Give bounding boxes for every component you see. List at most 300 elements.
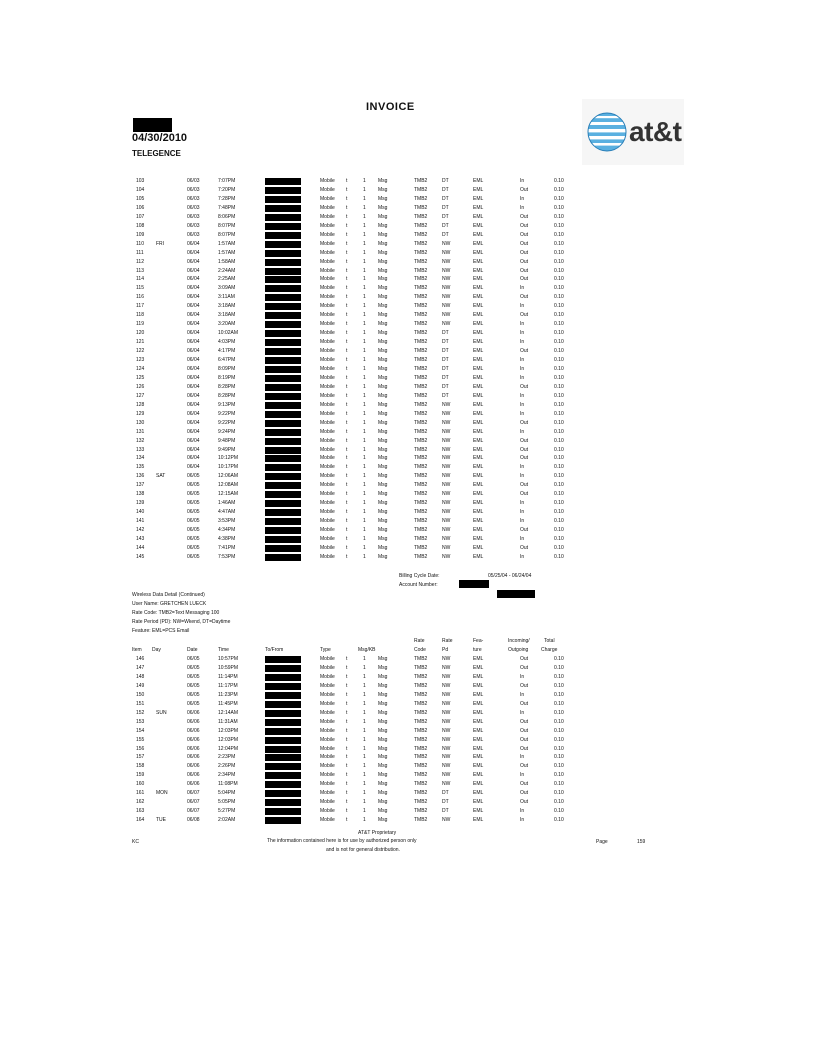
table-row bbox=[0, 356, 816, 365]
type-suffix-cell: t bbox=[346, 727, 348, 734]
feature-cell: EML bbox=[473, 213, 484, 220]
redacted-number bbox=[265, 366, 301, 373]
type-suffix-cell: t bbox=[346, 790, 348, 797]
rate-code-cell: TMB2 bbox=[414, 772, 428, 779]
msg-count-cell: 1 bbox=[363, 285, 366, 292]
rate-code-cell: TMB2 bbox=[414, 222, 428, 229]
item-number: 163 bbox=[136, 808, 145, 815]
type-suffix-cell: t bbox=[346, 312, 348, 319]
table-row bbox=[0, 454, 816, 463]
feature-cell: EML bbox=[473, 455, 484, 462]
rate-code-cell: TMB2 bbox=[414, 374, 428, 381]
rate-code-cell: TMB2 bbox=[414, 482, 428, 489]
item-number: 156 bbox=[136, 745, 145, 752]
msg-unit-cell: Msg bbox=[378, 709, 388, 716]
feature-cell: EML bbox=[473, 392, 484, 399]
rate-period-cell: NW bbox=[442, 249, 451, 256]
type-cell: Mobile bbox=[320, 500, 335, 507]
feature-cell: EML bbox=[473, 500, 484, 507]
rate-period-cell: NW bbox=[442, 303, 451, 310]
type-suffix-cell: t bbox=[346, 195, 348, 202]
page-number: 159 bbox=[637, 839, 646, 845]
redacted-number bbox=[265, 692, 301, 699]
time-cell: 4:38PM bbox=[218, 536, 236, 542]
date-cell: 06/03 bbox=[187, 231, 200, 238]
rate-code-cell: TMB2 bbox=[414, 745, 428, 752]
time-cell: 5:05PM bbox=[218, 799, 236, 806]
rate-code-cell: TMB2 bbox=[414, 491, 428, 498]
charge-cell: 0.10 bbox=[554, 348, 564, 355]
table-row bbox=[0, 816, 816, 825]
msg-count-cell: 1 bbox=[363, 339, 366, 346]
type-cell: Mobile bbox=[320, 518, 335, 525]
msg-unit-cell: Msg bbox=[378, 700, 388, 707]
direction-cell: In bbox=[520, 709, 525, 716]
rate-code: Rate Code: TMB2=Text Messaging 100 bbox=[132, 610, 220, 616]
date-cell: 06/03 bbox=[187, 204, 200, 211]
msg-unit-cell: Msg bbox=[378, 736, 388, 743]
redacted-number bbox=[265, 259, 301, 266]
rate-code-cell: TMB2 bbox=[414, 178, 428, 184]
rate-period-cell: NW bbox=[442, 527, 451, 534]
msg-count-cell: 1 bbox=[363, 303, 366, 310]
time-cell: 12:06AM bbox=[218, 473, 239, 480]
date-cell: 06/08 bbox=[187, 817, 200, 824]
type-cell: Mobile bbox=[320, 294, 335, 301]
direction-cell: Out bbox=[520, 482, 529, 489]
msg-unit-cell: Msg bbox=[378, 276, 388, 283]
msg-count-cell: 1 bbox=[363, 518, 366, 525]
charge-cell: 0.10 bbox=[554, 709, 564, 716]
time-cell: 2:23PM bbox=[218, 754, 236, 761]
feature-cell: EML bbox=[473, 682, 484, 689]
rate-code-cell: TMB2 bbox=[414, 656, 428, 662]
msg-unit-cell: Msg bbox=[378, 383, 388, 390]
rate-period-cell: NW bbox=[442, 267, 451, 274]
item-number: 161 bbox=[136, 790, 145, 797]
msg-count-cell: 1 bbox=[363, 186, 366, 193]
hdr-charge: Charge bbox=[541, 647, 558, 653]
feature-cell: EML bbox=[473, 222, 484, 229]
charge-cell: 0.10 bbox=[554, 204, 564, 211]
table-row bbox=[0, 753, 816, 762]
msg-count-cell: 1 bbox=[363, 772, 366, 779]
item-number: 147 bbox=[136, 664, 145, 671]
msg-count-cell: 1 bbox=[363, 249, 366, 256]
charge-cell: 0.10 bbox=[554, 446, 564, 453]
redacted-number bbox=[265, 674, 301, 681]
date-cell: 06/04 bbox=[187, 383, 200, 390]
item-number: 107 bbox=[136, 213, 145, 220]
rate-period-cell: NW bbox=[442, 446, 451, 453]
msg-unit-cell: Msg bbox=[378, 509, 388, 516]
direction-cell: In bbox=[520, 464, 525, 471]
msg-count-cell: 1 bbox=[363, 553, 366, 560]
rate-code-cell: TMB2 bbox=[414, 204, 428, 211]
redacted-number bbox=[265, 728, 301, 735]
rate-code-cell: TMB2 bbox=[414, 664, 428, 671]
table-row bbox=[0, 508, 816, 517]
type-cell: Mobile bbox=[320, 664, 335, 671]
msg-count-cell: 1 bbox=[363, 509, 366, 516]
type-suffix-cell: t bbox=[346, 518, 348, 525]
date-cell: 06/06 bbox=[187, 754, 200, 761]
direction-cell: In bbox=[520, 374, 525, 381]
msg-unit-cell: Msg bbox=[378, 790, 388, 797]
item-number: 133 bbox=[136, 446, 145, 453]
redacted-number bbox=[265, 393, 301, 400]
charge-cell: 0.10 bbox=[554, 365, 564, 372]
msg-unit-cell: Msg bbox=[378, 817, 388, 824]
direction-cell: In bbox=[520, 772, 525, 779]
redacted-number bbox=[265, 187, 301, 194]
direction-cell: In bbox=[520, 808, 525, 815]
type-cell: Mobile bbox=[320, 473, 335, 480]
msg-count-cell: 1 bbox=[363, 213, 366, 220]
rate-period-cell: NW bbox=[442, 276, 451, 283]
time-cell: 2:25AM bbox=[218, 276, 236, 283]
date-cell: 06/04 bbox=[187, 330, 200, 337]
time-cell: 4:47AM bbox=[218, 509, 236, 516]
type-cell: Mobile bbox=[320, 491, 335, 498]
date-cell: 06/05 bbox=[187, 691, 200, 698]
table-row bbox=[0, 267, 816, 276]
type-suffix-cell: t bbox=[346, 321, 348, 328]
feature-cell: EML bbox=[473, 410, 484, 417]
item-number: 149 bbox=[136, 682, 145, 689]
type-suffix-cell: t bbox=[346, 709, 348, 716]
rate-period-cell: DT bbox=[442, 330, 449, 337]
rate-code-cell: TMB2 bbox=[414, 321, 428, 328]
type-suffix-cell: t bbox=[346, 330, 348, 337]
table-row bbox=[0, 428, 816, 437]
msg-count-cell: 1 bbox=[363, 231, 366, 238]
item-number: 138 bbox=[136, 491, 145, 498]
time-cell: 12:03PM bbox=[218, 727, 239, 734]
direction-cell: In bbox=[520, 536, 525, 542]
time-cell: 9:22PM bbox=[218, 410, 236, 417]
hdr-msgkb: Msg/KB bbox=[358, 647, 376, 653]
feature-cell: EML bbox=[473, 817, 484, 824]
direction-cell: In bbox=[520, 303, 525, 310]
msg-count-cell: 1 bbox=[363, 446, 366, 453]
feature-cell: EML bbox=[473, 482, 484, 489]
redacted-number bbox=[265, 527, 301, 534]
date-cell: 06/06 bbox=[187, 745, 200, 752]
rate-code-cell: TMB2 bbox=[414, 258, 428, 265]
msg-count-cell: 1 bbox=[363, 544, 366, 551]
type-suffix-cell: t bbox=[346, 536, 348, 542]
date-cell: 06/03 bbox=[187, 195, 200, 202]
redacted-number bbox=[265, 554, 301, 561]
feature-cell: EML bbox=[473, 348, 484, 355]
type-cell: Mobile bbox=[320, 357, 335, 363]
msg-count-cell: 1 bbox=[363, 673, 366, 680]
date-cell: 06/04 bbox=[187, 348, 200, 355]
date-cell: 06/04 bbox=[187, 401, 200, 408]
type-cell: Mobile bbox=[320, 536, 335, 542]
feature-cell: EML bbox=[473, 419, 484, 426]
rate-code-cell: TMB2 bbox=[414, 330, 428, 337]
account-redacted-2 bbox=[497, 590, 535, 598]
feature-cell: EML bbox=[473, 240, 484, 247]
type-suffix-cell: t bbox=[346, 437, 348, 444]
redacted-number bbox=[265, 348, 301, 355]
feature-cell: EML bbox=[473, 790, 484, 797]
rate-period-cell: NW bbox=[442, 709, 451, 716]
time-cell: 7:48PM bbox=[218, 204, 236, 211]
charge-cell: 0.10 bbox=[554, 419, 564, 426]
rate-code-cell: TMB2 bbox=[414, 718, 428, 725]
msg-unit-cell: Msg bbox=[378, 348, 388, 355]
redacted-number bbox=[265, 339, 301, 346]
direction-cell: Out bbox=[520, 682, 529, 689]
type-suffix-cell: t bbox=[346, 527, 348, 534]
date-cell: 06/05 bbox=[187, 473, 200, 480]
type-suffix-cell: t bbox=[346, 339, 348, 346]
day-cell: TUE bbox=[156, 817, 166, 824]
type-suffix-cell: t bbox=[346, 392, 348, 399]
redacted-number bbox=[265, 178, 301, 185]
redacted-number bbox=[265, 710, 301, 717]
rate-period-cell: DT bbox=[442, 392, 449, 399]
type-suffix-cell: t bbox=[346, 799, 348, 806]
rate-code-cell: TMB2 bbox=[414, 276, 428, 283]
type-suffix-cell: t bbox=[346, 718, 348, 725]
type-suffix-cell: t bbox=[346, 231, 348, 238]
type-suffix-cell: t bbox=[346, 357, 348, 363]
redacted-number bbox=[265, 312, 301, 319]
direction-cell: Out bbox=[520, 664, 529, 671]
rate-code-cell: TMB2 bbox=[414, 736, 428, 743]
item-number: 118 bbox=[136, 312, 144, 319]
table-row bbox=[0, 231, 816, 240]
msg-count-cell: 1 bbox=[363, 700, 366, 707]
type-cell: Mobile bbox=[320, 285, 335, 292]
hdr-tofrom: To/From bbox=[265, 647, 284, 653]
table-row bbox=[0, 401, 816, 410]
msg-count-cell: 1 bbox=[363, 312, 366, 319]
date-cell: 06/04 bbox=[187, 419, 200, 426]
item-number: 127 bbox=[136, 392, 145, 399]
rate-code-cell: TMB2 bbox=[414, 357, 428, 363]
time-cell: 2:24AM bbox=[218, 267, 236, 274]
table-row bbox=[0, 293, 816, 302]
date-cell: 06/05 bbox=[187, 544, 200, 551]
redacted-number bbox=[265, 772, 301, 779]
msg-count-cell: 1 bbox=[363, 222, 366, 229]
date-cell: 06/05 bbox=[187, 553, 200, 560]
item-number: 135 bbox=[136, 464, 145, 471]
msg-count-cell: 1 bbox=[363, 664, 366, 671]
direction-cell: Out bbox=[520, 437, 529, 444]
time-cell: 8:19PM bbox=[218, 374, 236, 381]
redacted-number bbox=[265, 683, 301, 690]
redacted-number bbox=[265, 746, 301, 753]
feature-cell: EML bbox=[473, 727, 484, 734]
type-suffix-cell: t bbox=[346, 401, 348, 408]
rate-code-cell: TMB2 bbox=[414, 195, 428, 202]
invoice-title: INVOICE bbox=[366, 101, 415, 113]
type-suffix-cell: t bbox=[346, 213, 348, 220]
hdr-day: Day bbox=[152, 647, 161, 653]
rate-code-cell: TMB2 bbox=[414, 727, 428, 734]
direction-cell: Out bbox=[520, 258, 529, 265]
date-cell: 06/04 bbox=[187, 455, 200, 462]
rate-period-cell: NW bbox=[442, 817, 451, 824]
type-cell: Mobile bbox=[320, 258, 335, 265]
direction-cell: Out bbox=[520, 312, 529, 319]
msg-unit-cell: Msg bbox=[378, 754, 388, 761]
msg-count-cell: 1 bbox=[363, 799, 366, 806]
charge-cell: 0.10 bbox=[554, 700, 564, 707]
msg-unit-cell: Msg bbox=[378, 482, 388, 489]
msg-count-cell: 1 bbox=[363, 727, 366, 734]
type-cell: Mobile bbox=[320, 553, 335, 560]
type-suffix-cell: t bbox=[346, 419, 348, 426]
type-cell: Mobile bbox=[320, 383, 335, 390]
item-number: 109 bbox=[136, 231, 145, 238]
type-cell: Mobile bbox=[320, 799, 335, 806]
table-row bbox=[0, 338, 816, 347]
time-cell: 7:07PM bbox=[218, 178, 236, 184]
feature-cell: EML bbox=[473, 446, 484, 453]
rate-code-cell: TMB2 bbox=[414, 285, 428, 292]
type-suffix-cell: t bbox=[346, 258, 348, 265]
type-cell: Mobile bbox=[320, 231, 335, 238]
direction-cell: Out bbox=[520, 745, 529, 752]
rate-code-cell: TMB2 bbox=[414, 339, 428, 346]
date-cell: 06/04 bbox=[187, 365, 200, 372]
item-number: 124 bbox=[136, 365, 145, 372]
direction-cell: Out bbox=[520, 544, 529, 551]
direction-cell: Out bbox=[520, 799, 529, 806]
time-cell: 1:46AM bbox=[218, 500, 236, 507]
rate-period-cell: NW bbox=[442, 491, 451, 498]
type-cell: Mobile bbox=[320, 446, 335, 453]
charge-cell: 0.10 bbox=[554, 799, 564, 806]
rate-code-cell: TMB2 bbox=[414, 455, 428, 462]
table-row bbox=[0, 544, 816, 553]
date-cell: 06/05 bbox=[187, 482, 200, 489]
date-cell: 06/05 bbox=[187, 700, 200, 707]
redacted-number bbox=[265, 294, 301, 301]
item-number: 112 bbox=[136, 258, 144, 265]
rate-period-cell: NW bbox=[442, 401, 451, 408]
type-suffix-cell: t bbox=[346, 455, 348, 462]
date-cell: 06/03 bbox=[187, 178, 200, 184]
msg-count-cell: 1 bbox=[363, 718, 366, 725]
msg-count-cell: 1 bbox=[363, 781, 366, 788]
type-suffix-cell: t bbox=[346, 186, 348, 193]
rate-period-cell: DT bbox=[442, 178, 449, 184]
msg-count-cell: 1 bbox=[363, 392, 366, 399]
type-suffix-cell: t bbox=[346, 763, 348, 770]
rate-code-cell: TMB2 bbox=[414, 808, 428, 815]
feature-cell: EML bbox=[473, 267, 484, 274]
msg-unit-cell: Msg bbox=[378, 374, 388, 381]
table-row bbox=[0, 762, 816, 771]
redacted-number bbox=[265, 545, 301, 552]
msg-unit-cell: Msg bbox=[378, 682, 388, 689]
direction-cell: In bbox=[520, 553, 525, 560]
rate-period-cell: DT bbox=[442, 808, 449, 815]
direction-cell: In bbox=[520, 321, 525, 328]
feature-cell: EML bbox=[473, 808, 484, 815]
table-row bbox=[0, 446, 816, 455]
table-row bbox=[0, 780, 816, 789]
msg-count-cell: 1 bbox=[363, 527, 366, 534]
day-cell: MON bbox=[156, 790, 168, 797]
company-name: TELEGENCE bbox=[132, 149, 181, 158]
item-number: 113 bbox=[136, 267, 144, 274]
time-cell: 3:18AM bbox=[218, 312, 236, 319]
hdr-pd: Pd bbox=[442, 647, 449, 653]
type-cell: Mobile bbox=[320, 312, 335, 319]
direction-cell: In bbox=[520, 285, 525, 292]
type-suffix-cell: t bbox=[346, 691, 348, 698]
time-cell: 6:47PM bbox=[218, 357, 236, 363]
redacted-number bbox=[265, 491, 301, 498]
time-cell: 2:02AM bbox=[218, 817, 236, 824]
type-cell: Mobile bbox=[320, 745, 335, 752]
item-number: 143 bbox=[136, 536, 145, 542]
rate-period-cell: NW bbox=[442, 473, 451, 480]
rate-period-cell: DT bbox=[442, 365, 449, 372]
time-cell: 4:03PM bbox=[218, 339, 236, 346]
msg-unit-cell: Msg bbox=[378, 392, 388, 399]
msg-count-cell: 1 bbox=[363, 455, 366, 462]
hdr-code: Code bbox=[414, 647, 426, 653]
feature-cell: EML bbox=[473, 294, 484, 301]
feature-cell: EML bbox=[473, 258, 484, 265]
direction-cell: Out bbox=[520, 727, 529, 734]
type-cell: Mobile bbox=[320, 763, 335, 770]
time-cell: 12:15AM bbox=[218, 491, 239, 498]
table-row bbox=[0, 213, 816, 222]
type-cell: Mobile bbox=[320, 178, 335, 184]
rate-code-cell: TMB2 bbox=[414, 437, 428, 444]
date-cell: 06/04 bbox=[187, 267, 200, 274]
charge-cell: 0.10 bbox=[554, 285, 564, 292]
feature-cell: EML bbox=[473, 700, 484, 707]
charge-cell: 0.10 bbox=[554, 303, 564, 310]
time-cell: 3:53PM bbox=[218, 518, 236, 525]
msg-count-cell: 1 bbox=[363, 204, 366, 211]
rate-code-cell: TMB2 bbox=[414, 294, 428, 301]
item-number: 153 bbox=[136, 718, 145, 725]
date-cell: 06/05 bbox=[187, 491, 200, 498]
rate-code-cell: TMB2 bbox=[414, 763, 428, 770]
direction-cell: In bbox=[520, 339, 525, 346]
rate-period-cell: NW bbox=[442, 312, 451, 319]
type-cell: Mobile bbox=[320, 808, 335, 815]
feature-cell: EML bbox=[473, 276, 484, 283]
date-cell: 06/04 bbox=[187, 312, 200, 319]
msg-unit-cell: Msg bbox=[378, 178, 388, 184]
item-number: 145 bbox=[136, 553, 145, 560]
table-row bbox=[0, 177, 816, 186]
time-cell: 8:28PM bbox=[218, 392, 236, 399]
date-cell: 06/04 bbox=[187, 392, 200, 399]
date-cell: 06/07 bbox=[187, 790, 200, 797]
time-cell: 2:26PM bbox=[218, 763, 236, 770]
feature-cell: EML bbox=[473, 428, 484, 435]
rate-code-cell: TMB2 bbox=[414, 544, 428, 551]
footer-initials: KC bbox=[132, 839, 139, 845]
redacted-number bbox=[265, 250, 301, 257]
rate-code-cell: TMB2 bbox=[414, 348, 428, 355]
